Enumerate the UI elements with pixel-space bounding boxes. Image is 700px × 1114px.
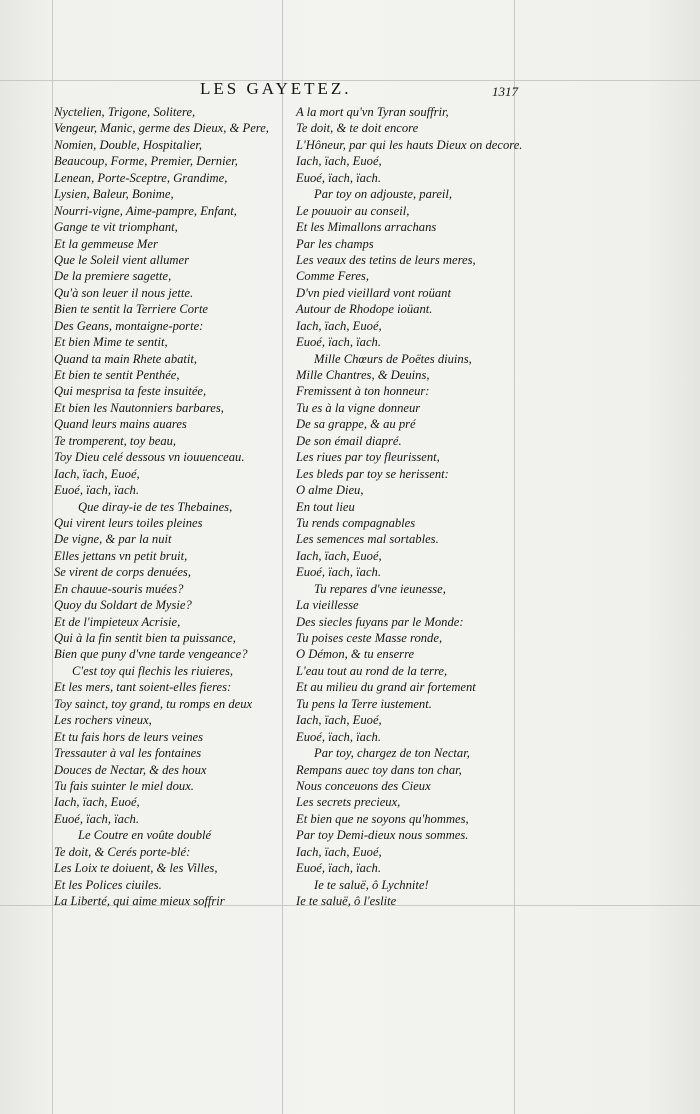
refrain-line: Iach, ïach, Euoé, — [296, 154, 382, 169]
verse-line: Vengeur, Manic, germe des Dieux, & Pere, — [54, 121, 269, 136]
page-number: 1317 — [492, 84, 518, 99]
stanza-opening-line: C'est toy qui flechis les riuieres, — [72, 663, 234, 678]
verse-line: Quand leurs mains auares — [54, 417, 187, 432]
verse-line: Les rochers vineux, — [54, 713, 152, 728]
verse-line: Mille Chantres, & Deuins, — [296, 368, 430, 382]
verse-line: Bien te sentit la Terriere Corte — [54, 302, 209, 317]
verse-line: Toy Dieu celé dessous vn iouuenceau. — [54, 450, 245, 465]
verse-line: Gange te vit triomphant, — [54, 220, 178, 235]
stanza-opening-line: Ie te saluë, ô Lychnite! — [314, 877, 429, 892]
stanza-opening-line: Par toy on adjouste, pareil, — [314, 187, 453, 202]
verse-line: Toy sainct, toy grand, tu romps en deux — [54, 696, 253, 711]
verse-line: Des Geans, montaigne-porte: — [54, 318, 204, 333]
verse-line: Beaucoup, Forme, Premier, Dernier, — [54, 154, 238, 169]
verse-line: Les riues par toy fleurissent, — [296, 450, 440, 465]
refrain-line: Euoé, ïach, ïach. — [296, 565, 381, 580]
verse-line: Les secrets precieux, — [296, 795, 401, 810]
refrain-line: Euoé, ïach, ïach. — [296, 729, 381, 744]
verse-line: O Démon, & tu enserre — [296, 647, 415, 662]
verse-line: Te doit, & Cerés porte-blé: — [54, 844, 191, 859]
verse-line: Comme Feres, — [296, 269, 369, 284]
refrain-line: Iach, ïach, Euoé, — [54, 795, 140, 810]
verse-line: Par les champs — [296, 236, 374, 251]
verse-line: Qu'à son leuer il nous jette. — [54, 285, 194, 300]
stanza-opening-line: Que diray-ie de tes Thebaines, — [78, 499, 233, 514]
refrain-line: Iach, ïach, Euoé, — [296, 318, 382, 333]
verse-line: Tu pens la Terre iustement. — [296, 696, 432, 711]
refrain-line: Iach, ïach, Euoé, — [296, 548, 382, 563]
verse-line: O alme Dieu, — [296, 483, 364, 498]
verse-line: Se virent de corps denuées, — [54, 565, 191, 580]
verse-line: Les semences mal sortables. — [296, 532, 439, 547]
refrain-line: Iach, ïach, Euoé, — [296, 713, 382, 728]
verse-line: Et les Mimallons arrachans — [296, 220, 437, 235]
verse-line: Et bien que ne soyons qu'hommes, — [296, 811, 469, 826]
verse-line: Et la gemmeuse Mer — [54, 236, 158, 251]
verse-line: Te tromperent, toy beau, — [54, 433, 177, 448]
left-text-column — [54, 104, 286, 909]
refrain-line: Euoé, ïach, ïach. — [296, 170, 381, 185]
verse-line: Lysien, Baleur, Bonime, — [54, 187, 174, 202]
refrain-line: Euoé, ïach, ïach. — [296, 861, 381, 876]
stanza-opening-line: Mille Chœurs de Poëtes diuins, — [314, 351, 472, 366]
verse-line: Fremissent à ton honneur: — [296, 384, 430, 399]
verse-line: Les bleds par toy se herissent: — [296, 466, 449, 481]
verse-line: Tressauter à val les fontaines — [54, 746, 202, 761]
verse-line: Tu rends compagnables — [296, 515, 416, 530]
verse-line: A la mort qu'vn Tyran souffrir, — [296, 105, 449, 119]
verse-line: Nourri-vigne, Aime-pampre, Enfant, — [54, 203, 237, 218]
verse-line: L'Hôneur, par qui les hauts Dieux on decore. — [296, 137, 523, 152]
verse-line: Tu es à la vigne donneur — [296, 400, 421, 415]
verse-line: L'eau tout au rond de la terre, — [296, 663, 448, 678]
verse-line: Nous conceuons des Cieux — [296, 778, 431, 793]
stanza-opening-line: Tu repares d'vne ieunesse, — [314, 581, 446, 596]
verse-line: Et au milieu du grand air fortement — [296, 680, 476, 695]
running-head: LES GAYETEZ. — [200, 79, 352, 98]
refrain-line: Euoé, ïach, ïach. — [54, 811, 139, 826]
verse-line: De sa grappe, & au pré — [296, 417, 416, 432]
verse-line: De son émail diapré. — [296, 433, 402, 448]
verse-line: Des siecles fuyans par le Monde: — [296, 614, 464, 629]
verse-line: Qui mesprisa ta feste insuitée, — [54, 384, 207, 399]
verse-line: Ie te saluë, ô l'eslite — [296, 894, 397, 908]
verse-line: Les veaux des tetins de leurs meres, — [296, 252, 476, 267]
verse-line: Et bien te sentit Penthée, — [54, 368, 180, 382]
verse-line: Et les Polices ciuiles. — [54, 877, 162, 892]
verse-line: Rempans auec toy dans ton char, — [296, 762, 462, 777]
right-text-column — [296, 104, 526, 909]
verse-line: D'vn pied vieillard vont roüant — [296, 285, 451, 300]
stanza-opening-line: Par toy, chargez de ton Nectar, — [314, 746, 470, 761]
refrain-line: Iach, ïach, Euoé, — [296, 844, 382, 859]
verse-line: Quoy du Soldart de Mysie? — [54, 598, 192, 613]
refrain-line: Euoé, ïach, ïach. — [296, 335, 381, 350]
verse-line: De vigne, & par la nuit — [54, 532, 172, 547]
verse-line: De la premiere sagette, — [54, 269, 172, 284]
verse-line: Quand ta main Rhete abatit, — [54, 351, 198, 366]
verse-line: Tu fais suinter le miel doux. — [54, 778, 194, 793]
verse-line: Douces de Nectar, & des houx — [54, 762, 207, 777]
verse-line: Tu poises ceste Masse ronde, — [296, 631, 443, 645]
verse-line: En chauue-souris muées? — [54, 581, 184, 596]
refrain-line: Iach, ïach, Euoé, — [54, 466, 140, 481]
refrain-line: Euoé, ïach, ïach. — [54, 483, 139, 498]
verse-line: La Liberté, qui aime mieux soffrir — [54, 894, 225, 908]
verse-line: En tout lieu — [296, 499, 355, 514]
stanza-opening-line: Le Coutre en voûte doublé — [78, 828, 212, 843]
verse-line: Que le Soleil vient allumer — [54, 252, 189, 267]
verse-line: Le pouuoir au conseil, — [296, 203, 410, 218]
verse-line: Qui à la fin sentit bien ta puissance, — [54, 631, 236, 645]
verse-line: Bien que puny d'vne tarde vengeance? — [54, 647, 248, 662]
verse-line: Autour de Rhodope ioüant. — [296, 302, 433, 317]
verse-line: Lenean, Porte-Sceptre, Grandime, — [54, 170, 228, 185]
verse-line: Les Loix te doiuent, & les Villes, — [54, 861, 218, 876]
verse-line: Et bien Mime te sentit, — [54, 335, 168, 350]
verse-line: Et les mers, tant soient-elles fieres: — [54, 680, 232, 695]
verse-line: Nyctelien, Trigone, Solitere, — [54, 105, 196, 119]
verse-line: Elles jettans vn petit bruit, — [54, 548, 188, 563]
verse-line: Et bien les Nautonniers barbares, — [54, 400, 224, 415]
verse-line: La vieillesse — [296, 598, 359, 613]
scan-grid-line — [52, 0, 53, 1114]
verse-line: Et tu fais hors de leurs veines — [54, 729, 204, 744]
verse-line: Nomien, Double, Hospitalier, — [54, 137, 202, 152]
verse-line: Et de l'impieteux Acrisie, — [54, 614, 181, 629]
verse-line: Te doit, & te doit encore — [296, 121, 419, 136]
verse-line: Qui virent leurs toiles pleines — [54, 515, 203, 530]
verse-line: Par toy Demi-dieux nous sommes. — [296, 828, 469, 843]
